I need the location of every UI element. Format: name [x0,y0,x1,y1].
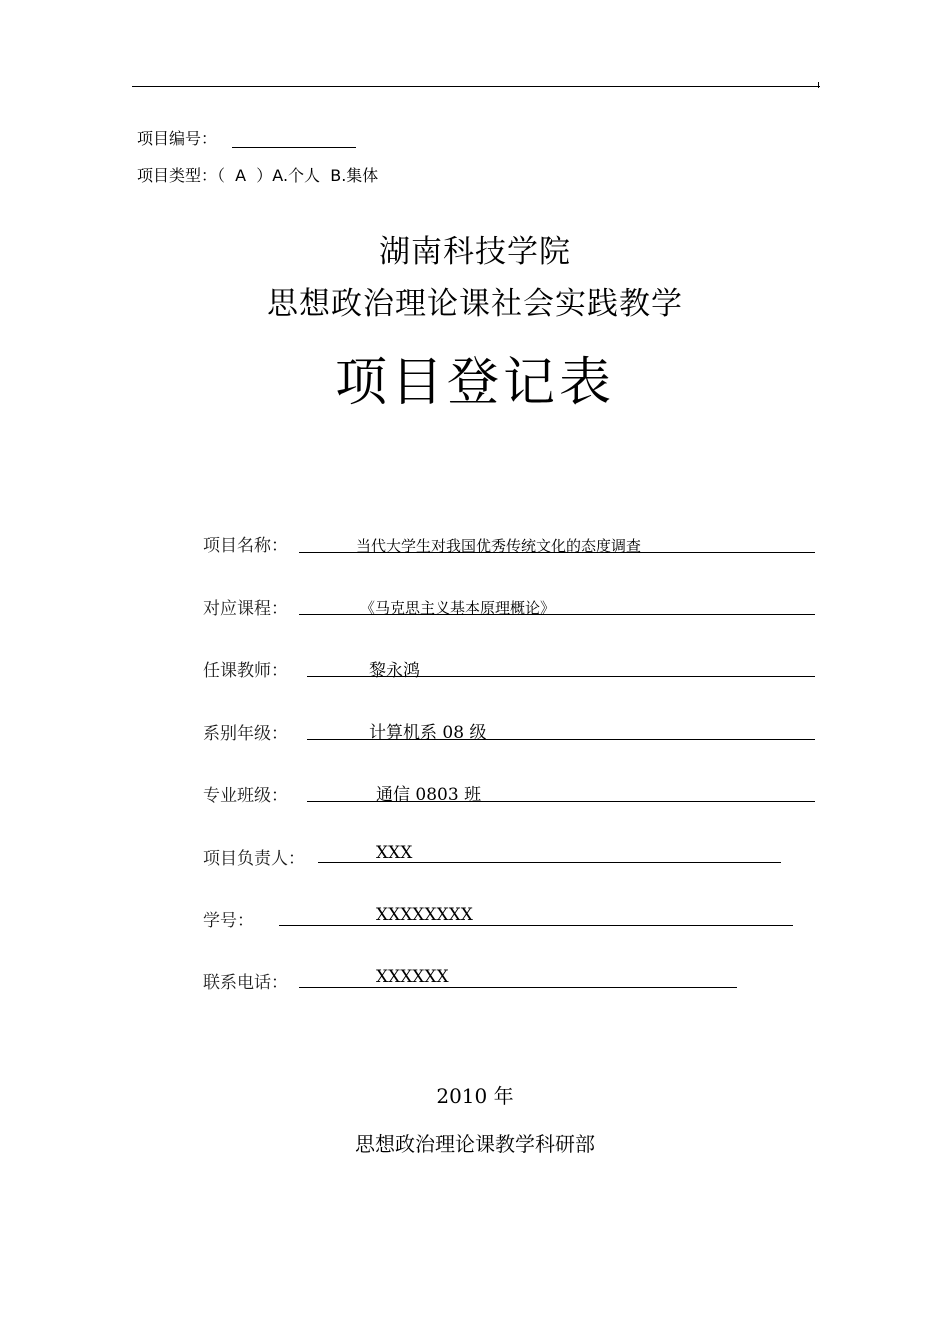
field-label-teacher: 任课教师： [203,661,288,681]
field-label-phone: 联系电话： [203,973,288,993]
field-label-student-id: 学号： [203,911,254,931]
field-value-department: 计算机系 08 级 [369,723,487,743]
footer-year: 2010 年 [436,1084,514,1108]
header-rule [132,86,820,87]
field-value-leader: XXX [376,843,413,863]
field-line-student-id [279,925,793,926]
footer-department: 思想政治理论课教学科研部 [355,1132,595,1156]
field-label-course: 对应课程： [203,599,288,619]
field-value-project-name: 当代大学生对我国优秀传统文化的态度调查 [356,537,642,555]
header-rule-tick [818,82,819,88]
title-course: 思想政治理论课社会实践教学 [267,286,683,322]
project-type-text: 项目类型：（ A ）A.个人 B.集体 [137,166,379,185]
project-number-label: 项目编号： [137,129,218,148]
field-value-phone: XXXXXX [376,967,449,987]
field-line-phone [299,987,737,988]
field-value-student-id: XXXXXXXX [376,905,473,925]
field-label-class: 专业班级： [203,786,288,806]
field-value-teacher: 黎永鸿 [369,661,420,681]
field-label-leader: 项目负责人： [203,849,305,869]
field-value-class: 通信 0803 班 [376,785,482,805]
field-label-project-name: 项目名称： [203,536,288,556]
title-school: 湖南科技学院 [379,234,571,270]
field-value-course: 《马克思主义基本原理概论》 [360,599,556,617]
title-form: 项目登记表 [334,353,615,413]
field-label-department: 系别年级： [203,724,288,744]
project-number-line [232,147,356,148]
